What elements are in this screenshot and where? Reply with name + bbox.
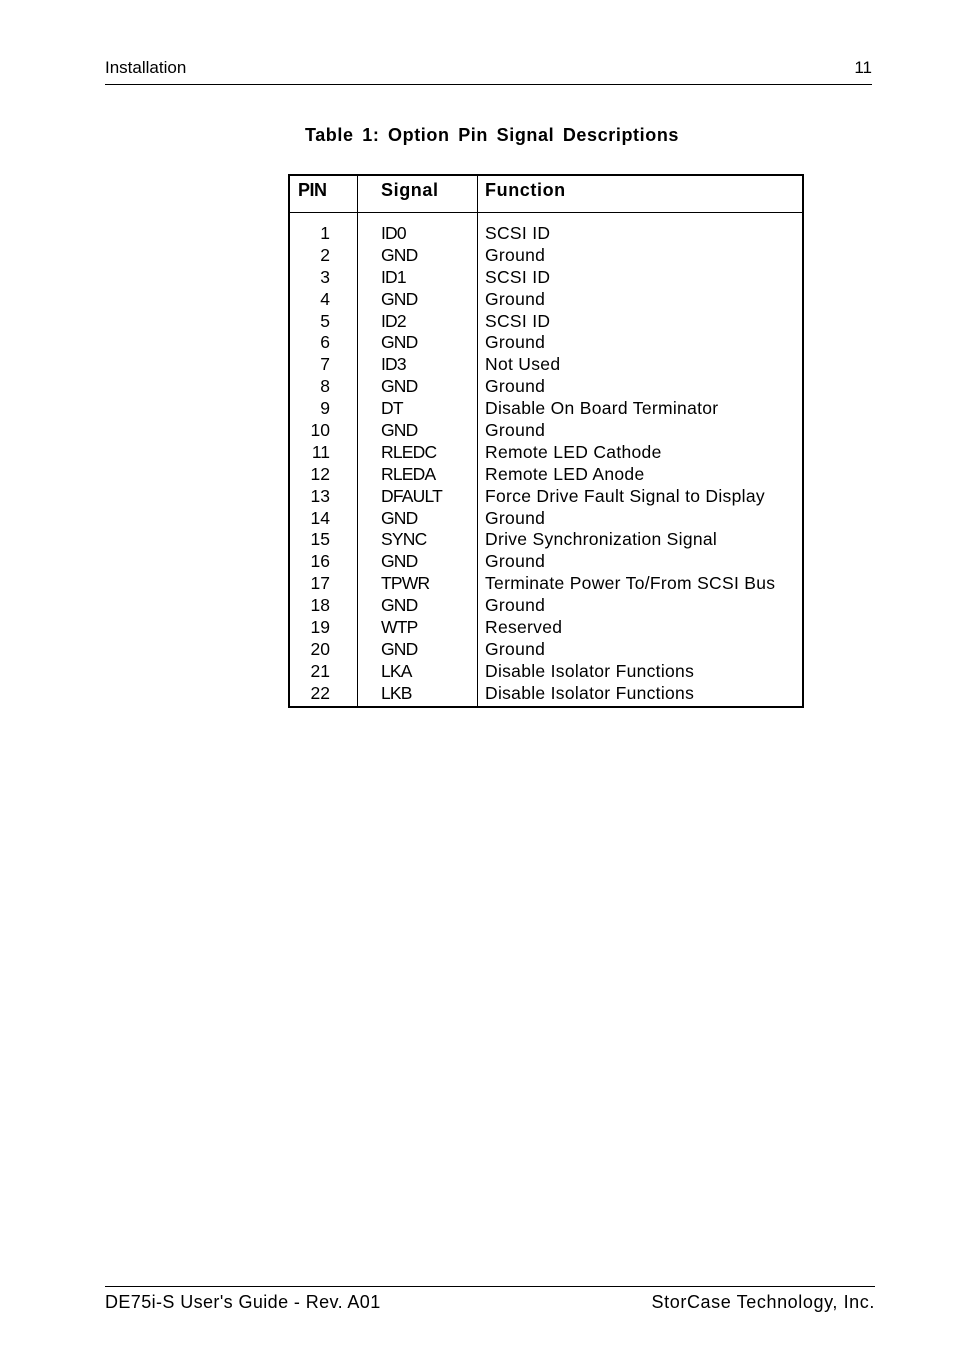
function-cell: Ground <box>485 551 546 572</box>
signal-cell: GND <box>381 376 418 397</box>
function-cell: Force Drive Fault Signal to Display <box>485 485 765 506</box>
signal-cell: ID2 <box>381 310 406 331</box>
signal-cell: ID0 <box>381 223 406 243</box>
function-cell: Ground <box>485 288 546 309</box>
function-cell: Ground <box>485 507 546 528</box>
signal-cell: ID3 <box>381 354 406 375</box>
column-header-signal: Signal <box>381 180 439 200</box>
function-cell: Reserved <box>485 617 563 638</box>
function-cell: SCSI ID <box>485 266 551 287</box>
signal-cell: GND <box>381 638 418 659</box>
table-caption: Table 1: Option Pin Signal Descriptions <box>304 125 680 145</box>
table-row <box>290 508 802 530</box>
function-cell: Disable Isolator Functions <box>485 660 695 681</box>
function-cell: Remote LED Cathode <box>485 441 662 462</box>
pin-cell: 21 <box>310 660 330 681</box>
signal-cell: LKA <box>381 660 412 681</box>
table-row <box>290 376 802 398</box>
pin-cell: 19 <box>310 617 330 638</box>
table-row <box>290 617 802 639</box>
signal-cell: GND <box>381 507 418 528</box>
pin-cell: 3 <box>320 266 330 287</box>
table-row <box>290 311 802 333</box>
pin-cell: 10 <box>310 420 330 441</box>
pin-cell: 20 <box>310 638 330 659</box>
function-cell: Ground <box>485 332 546 353</box>
pin-signal-table <box>288 174 804 708</box>
table-row <box>290 289 802 311</box>
table-row <box>290 529 802 551</box>
table-row <box>290 661 802 683</box>
table-row <box>290 464 802 486</box>
table-row <box>290 551 802 573</box>
table-row <box>290 354 802 376</box>
signal-cell: RLEDC <box>381 441 437 462</box>
column-header-function: Function <box>485 180 566 200</box>
signal-cell: GND <box>381 332 418 353</box>
table-row <box>290 595 802 617</box>
signal-cell: DFAULT <box>381 485 442 506</box>
pin-cell: 8 <box>320 376 330 397</box>
pin-cell: 14 <box>310 507 330 528</box>
pin-cell: 5 <box>320 310 330 331</box>
function-cell: Ground <box>485 638 546 659</box>
pin-cell: 4 <box>320 288 330 309</box>
signal-cell: GND <box>381 595 418 616</box>
function-cell: SCSI ID <box>485 223 551 243</box>
function-cell: Not Used <box>485 354 561 375</box>
function-cell: Ground <box>485 595 546 616</box>
column-header-pin: PIN <box>298 180 327 200</box>
signal-cell: GND <box>381 244 418 265</box>
signal-cell: TPWR <box>381 573 430 594</box>
header-rule <box>290 212 802 213</box>
pin-cell: 6 <box>320 332 330 353</box>
table-row <box>290 683 802 705</box>
function-cell: Drive Synchronization Signal <box>485 529 718 550</box>
page-footer <box>105 1286 875 1317</box>
function-cell: Ground <box>485 244 546 265</box>
signal-cell: RLEDA <box>381 463 436 484</box>
signal-cell: GND <box>381 551 418 572</box>
pin-cell: 16 <box>310 551 330 572</box>
function-cell: SCSI ID <box>485 310 551 331</box>
pin-cell: 12 <box>310 463 330 484</box>
signal-cell: LKB <box>381 682 412 703</box>
pin-cell: 15 <box>310 529 330 550</box>
table-row <box>290 486 802 508</box>
page-number: 11 <box>854 58 872 77</box>
signal-cell: SYNC <box>381 529 427 550</box>
function-cell: Disable On Board Terminator <box>485 398 719 419</box>
table-row <box>290 245 802 267</box>
signal-cell: GND <box>381 288 418 309</box>
pin-cell: 2 <box>320 244 330 265</box>
signal-cell: GND <box>381 420 418 441</box>
section-title: Installation <box>105 58 187 77</box>
table-row <box>290 573 802 595</box>
table-row <box>290 267 802 289</box>
table-row <box>290 223 802 245</box>
pin-cell: 11 <box>311 441 330 462</box>
signal-cell: ID1 <box>381 266 406 287</box>
page-header <box>105 58 872 85</box>
company-name: StorCase Technology, Inc. <box>651 1292 875 1312</box>
function-cell: Remote LED Anode <box>485 463 645 484</box>
pin-cell: 13 <box>310 485 330 506</box>
table-body <box>290 223 802 705</box>
document-title: DE75i-S User's Guide - Rev. A01 <box>105 1292 381 1312</box>
table-row <box>290 639 802 661</box>
pin-cell: 1 <box>320 223 330 243</box>
function-cell: Disable Isolator Functions <box>485 682 695 703</box>
table-row <box>290 420 802 442</box>
function-cell: Ground <box>485 420 546 441</box>
table-row <box>290 332 802 354</box>
pin-cell: 18 <box>310 595 330 616</box>
signal-cell: WTP <box>381 617 418 638</box>
pin-cell: 22 <box>310 682 330 703</box>
pin-cell: 7 <box>320 354 330 375</box>
pin-cell: 9 <box>320 398 330 419</box>
table-row <box>290 398 802 420</box>
signal-cell: DT <box>381 398 403 419</box>
function-cell: Terminate Power To/From SCSI Bus <box>485 573 776 594</box>
pin-cell: 17 <box>310 573 330 594</box>
function-cell: Ground <box>485 376 546 397</box>
table-row <box>290 442 802 464</box>
